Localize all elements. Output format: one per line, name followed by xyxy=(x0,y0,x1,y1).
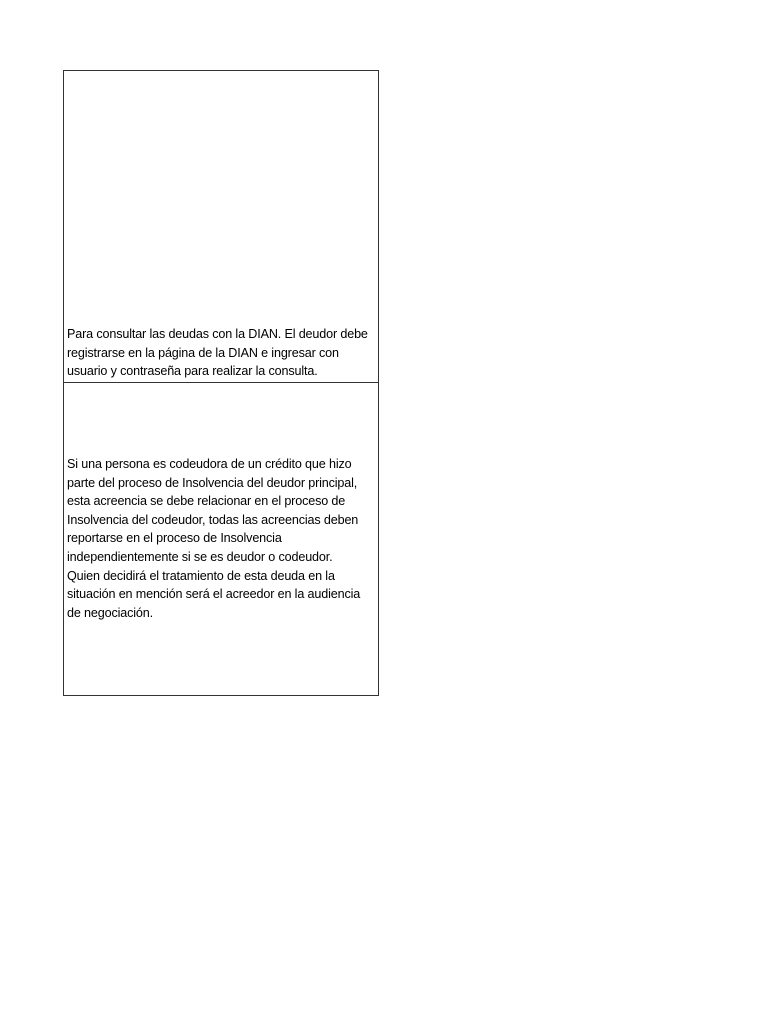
table-cell-dian-consulta xyxy=(64,71,378,383)
text-line: Insolvencia del codeudor, todas las acreencias deben xyxy=(67,512,359,527)
text-line: situación en mención será el acreedor en la audiencia xyxy=(67,587,361,602)
text-line: registrarse en la página de la DIAN e ingresar con xyxy=(67,345,339,360)
text-line: Quien decidirá el tratamiento de esta deuda en la xyxy=(67,568,335,583)
spreadsheet-table xyxy=(63,70,379,696)
table-cell-codeudor xyxy=(64,383,378,695)
text-line: independientemente si se es deudor o codeudor. xyxy=(67,549,333,564)
cell-text-dian-consulta xyxy=(67,325,375,381)
text-line: usuario y contraseña para realizar la consulta. xyxy=(67,364,318,379)
text-line: parte del proceso de Insolvencia del deudor principal, xyxy=(67,475,358,490)
text-line: de negociación. xyxy=(67,605,153,620)
text-line: Para consultar las deudas con la DIAN. El deudor debe xyxy=(67,327,368,342)
text-line: Si una persona es codeudora de un crédito que hizo xyxy=(67,457,352,471)
cell-text-codeudor xyxy=(67,455,375,622)
text-line: esta acreencia se debe relacionar en el proceso de xyxy=(67,494,346,509)
text-line: reportarse en el proceso de Insolvencia xyxy=(67,531,282,546)
